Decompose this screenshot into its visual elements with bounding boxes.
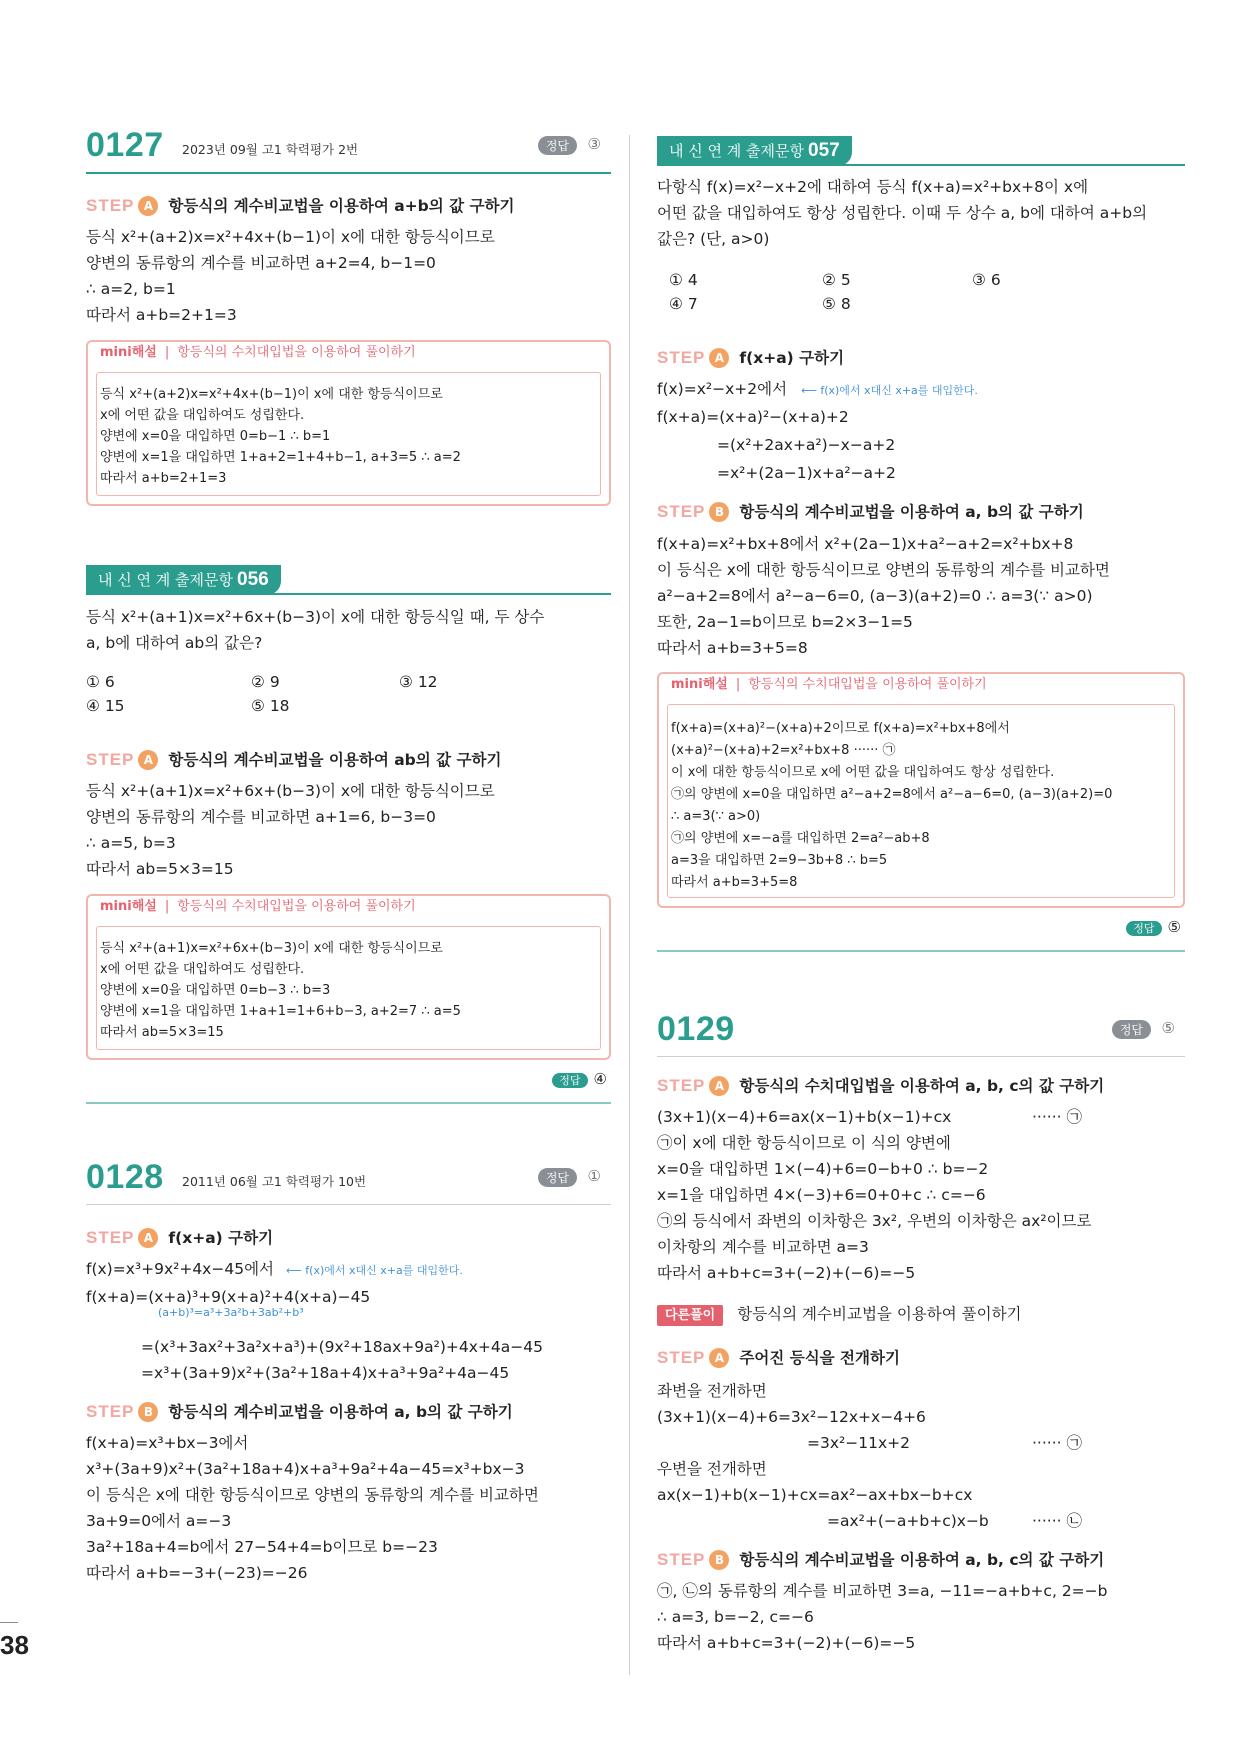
problem-source: 2023년 09월 고1 학력평가 2번: [182, 142, 359, 157]
choice-2[interactable]: ② 9: [251, 673, 280, 691]
problem-header-0129: [657, 1010, 1185, 1056]
solution-line: 3a²+18a+4=b에서 27−54+4=b이므로 b=−23: [86, 1538, 438, 1556]
solution-line: =(x³+3ax²+3a²x+a³)+(9x²+18ax+9a²)+4x+4a−45: [141, 1338, 543, 1356]
mini-explanation-box: [86, 894, 611, 1060]
naesin-header-057: [657, 136, 1185, 170]
solution-line: x³+(3a+9)x²+(3a²+18a+4)x+a³+9a²+4a−45=x³+bx−3: [86, 1460, 525, 1478]
choice-4[interactable]: ④ 15: [86, 697, 125, 715]
problem-header-0127: [86, 126, 611, 172]
choice-1[interactable]: ① 4: [669, 271, 698, 289]
solution-line: =3x²−11x+2: [807, 1434, 910, 1452]
solution-line: 우변을 전개하면: [657, 1460, 767, 1478]
solution-line: 이 등식은 x에 대한 항등식이므로 양변의 동류항의 계수를 비교하면: [86, 1486, 539, 1504]
problem-source: 2011년 06월 고1 학력평가 10번: [182, 1174, 367, 1189]
solution-line: ㉠의 등식에서 좌변의 이차항은 3x², 우변의 이차항은 ax²이므로: [657, 1212, 1092, 1230]
question-line: a, b에 대하여 ab의 값은?: [86, 634, 263, 652]
formula-note: (a+b)³=a³+3a²b+3ab²+b³: [158, 1306, 304, 1319]
equation-mark: ······ ㉡: [1032, 1512, 1082, 1530]
solution-line: 따라서 a+b=3+5=8: [657, 639, 808, 657]
mini-line: x에 어떤 값을 대입하여도 성립한다.: [100, 962, 305, 977]
step-a-heading: STEP A f(x+a) 구하기: [657, 348, 845, 367]
solution-line: 또한, 2a−1=b이므로 b=2×3−1=5: [657, 613, 913, 631]
naesin-label: 내 신 연 계 출제문항 056: [86, 565, 281, 595]
solution-line: f(x+a)=(x+a)²−(x+a)+2: [657, 408, 849, 426]
solution-line: 이차항의 계수를 비교하면 a=3: [657, 1238, 869, 1256]
mini-line: 따라서 ab=5×3=15: [100, 1025, 224, 1040]
solution-line: ∴ a=5, b=3: [86, 834, 176, 852]
solution-line: ∴ a=2, b=1: [86, 280, 176, 298]
answer-line: 정답 ④: [552, 1070, 607, 1088]
solution-line: f(x)=x²−x+2에서 ⟵ f(x)에서 x대신 x+a를 대입한다.: [657, 380, 978, 398]
section-rule: [86, 1102, 611, 1104]
solution-line: =ax²+(−a+b+c)x−b: [827, 1512, 989, 1530]
solution-line: f(x+a)=x³+bx−3에서: [86, 1434, 249, 1452]
mini-line: ∴ a=3(∵ a>0): [671, 809, 761, 824]
problem-number: 0128: [86, 1158, 164, 1196]
mini-line: 등식 x²+(a+1)x=x²+6x+(b−3)이 x에 대한 항등식이므로: [100, 941, 443, 956]
answer-label: 정답: [538, 1168, 577, 1187]
mini-line: 등식 x²+(a+2)x=x²+4x+(b−1)이 x에 대한 항등식이므로: [100, 387, 443, 402]
question-line: 값은? (단, a>0): [657, 230, 770, 248]
solution-line: (3x+1)(x−4)+6=ax(x−1)+b(x−1)+cx: [657, 1108, 952, 1126]
choice-3[interactable]: ③ 6: [972, 271, 1001, 289]
answer-label: 정답: [1112, 1020, 1151, 1039]
solution-line: 이 등식은 x에 대한 항등식이므로 양변의 동류항의 계수를 비교하면: [657, 561, 1110, 579]
step-a-heading: STEP A 항등식의 수치대입법을 이용하여 a, b, c의 값 구하기: [657, 1076, 1105, 1095]
alt-solution-heading: 다른풀이 항등식의 계수비교법을 이용하여 풀이하기: [657, 1303, 1022, 1327]
choice-1[interactable]: ① 6: [86, 673, 115, 691]
solution-line: 3a+9=0에서 a=−3: [86, 1512, 232, 1530]
mini-title: mini해설 | 항등식의 수치대입법을 이용하여 풀이하기: [100, 345, 416, 360]
solution-line: x=0을 대입하면 1×(−4)+6=0−b+0 ∴ b=−2: [657, 1160, 989, 1178]
solution-line: 양변의 동류항의 계수를 비교하면 a+2=4, b−1=0: [86, 254, 436, 272]
step-a-heading: STEP A 항등식의 계수비교법을 이용하여 ab의 값 구하기: [86, 750, 502, 769]
mini-title: mini해설 | 항등식의 수치대입법을 이용하여 풀이하기: [100, 899, 416, 914]
mini-line: 양변에 x=0을 대입하면 0=b−3 ∴ b=3: [100, 983, 331, 998]
answer-line: 정답 ⑤: [1126, 918, 1181, 936]
solution-line: f(x)=x³+9x²+4x−45에서 ⟵ f(x)에서 x대신 x+a를 대입한다.: [86, 1260, 463, 1278]
mini-line: x에 어떤 값을 대입하여도 성립한다.: [100, 408, 305, 423]
column-divider: [629, 135, 630, 1675]
answer-value: ⑤: [1161, 1019, 1175, 1037]
equation-mark: ······ ㉠: [1032, 1434, 1082, 1452]
alt-step-b-heading: STEP B 항등식의 계수비교법을 이용하여 a, b, c의 값 구하기: [657, 1550, 1105, 1569]
mini-line: 양변에 x=1을 대입하면 1+a+2=1+4+b−1, a+3=5 ∴ a=2: [100, 450, 461, 465]
solution-line: =x²+(2a−1)x+a²−a+2: [717, 464, 896, 482]
solution-line: 따라서 a+b+c=3+(−2)+(−6)=−5: [657, 1264, 916, 1282]
problem-number: 0127: [86, 126, 164, 164]
solution-line: 따라서 a+b=2+1=3: [86, 306, 237, 324]
step-a-heading: STEP A 항등식의 계수비교법을 이용하여 a+b의 값 구하기: [86, 196, 515, 215]
step-b-heading: STEP B 항등식의 계수비교법을 이용하여 a, b의 값 구하기: [657, 502, 1084, 521]
solution-line: x=1을 대입하면 4×(−3)+6=0+0+c ∴ c=−6: [657, 1186, 986, 1204]
mini-line: ㉠의 양변에 x=0을 대입하면 a²−a+2=8에서 a²−a−6=0, (a−3)(a+2)=0: [671, 787, 1113, 802]
problem-number: 0129: [657, 1010, 735, 1048]
solution-line: (3x+1)(x−4)+6=3x²−12x+x−4+6: [657, 1408, 926, 1426]
answer-value: ③: [587, 135, 601, 153]
choice-4[interactable]: ④ 7: [669, 295, 698, 313]
naesin-label: 내 신 연 계 출제문항 057: [657, 136, 852, 166]
solution-line: a²−a+2=8에서 a²−a−6=0, (a−3)(a+2)=0 ∴ a=3(∵ a>0): [657, 587, 1093, 605]
choice-5[interactable]: ⑤ 8: [822, 295, 851, 313]
solution-line: ㉠, ㉡의 동류항의 계수를 비교하면 3=a, −11=−a+b+c, 2=−b: [657, 1582, 1108, 1600]
alt-step-a-heading: STEP A 주어진 등식을 전개하기: [657, 1348, 900, 1367]
solution-line: ㉠이 x에 대한 항등식이므로 이 식의 양변에: [657, 1134, 951, 1152]
equation-mark: ······ ㉠: [1032, 1108, 1082, 1126]
mini-line: (x+a)²−(x+a)+2=x²+bx+8 ······ ㉠: [671, 743, 896, 758]
choice-3[interactable]: ③ 12: [399, 673, 438, 691]
mini-explanation-box: [657, 672, 1185, 908]
solution-line: =(x²+2ax+a²)−x−a+2: [717, 436, 896, 454]
solution-line: 등식 x²+(a+2)x=x²+4x+(b−1)이 x에 대한 항등식이므로: [86, 228, 495, 246]
mini-line: 따라서 a+b=2+1=3: [100, 471, 227, 486]
mini-line: ㉠의 양변에 x=−a를 대입하면 2=a²−ab+8: [671, 831, 930, 846]
answer-label: 정답: [538, 136, 577, 155]
question-line: 등식 x²+(a+1)x=x²+6x+(b−3)이 x에 대한 항등식일 때, 두 상수: [86, 608, 545, 626]
mini-line: 양변에 x=0을 대입하면 0=b−1 ∴ b=1: [100, 429, 331, 444]
page-number: 38: [0, 1630, 29, 1660]
solution-line: f(x+a)=x²+bx+8에서 x²+(2a−1)x+a²−a+2=x²+bx+8: [657, 535, 1074, 553]
mini-line: 따라서 a+b=3+5=8: [671, 875, 798, 890]
solution-line: =x³+(3a+9)x²+(3a²+18a+4)x+a³+9a²+4a−45: [141, 1364, 510, 1382]
solution-line: ∴ a=3, b=−2, c=−6: [657, 1608, 814, 1626]
choice-5[interactable]: ⑤ 18: [251, 697, 290, 715]
choice-2[interactable]: ② 5: [822, 271, 851, 289]
solution-line: ax(x−1)+b(x−1)+cx=ax²−ax+bx−b+cx: [657, 1486, 973, 1504]
step-a-heading: STEP A f(x+a) 구하기: [86, 1228, 274, 1247]
mini-line: a=3을 대입하면 2=9−3b+8 ∴ b=5: [671, 853, 888, 868]
mini-explanation-box: [86, 340, 611, 506]
mini-title: mini해설 | 항등식의 수치대입법을 이용하여 풀이하기: [671, 677, 987, 692]
solution-line: 따라서 a+b=−3+(−23)=−26: [86, 1564, 308, 1582]
answer-value: ①: [587, 1167, 601, 1185]
mini-line: f(x+a)=(x+a)²−(x+a)+2이므로 f(x+a)=x²+bx+8에서: [671, 721, 1010, 736]
solution-line: 따라서 ab=5×3=15: [86, 860, 234, 878]
solution-line: f(x+a)=(x+a)³+9(x+a)²+4(x+a)−45: [86, 1288, 371, 1306]
question-line: 다항식 f(x)=x²−x+2에 대하여 등식 f(x+a)=x²+bx+8이 x에: [657, 178, 1089, 196]
solution-line: 등식 x²+(a+1)x=x²+6x+(b−3)이 x에 대한 항등식이므로: [86, 782, 495, 800]
solution-line: 좌변을 전개하면: [657, 1382, 767, 1400]
section-rule: [657, 950, 1185, 952]
solution-line: 양변의 동류항의 계수를 비교하면 a+1=6, b−3=0: [86, 808, 436, 826]
solution-line: 따라서 a+b+c=3+(−2)+(−6)=−5: [657, 1634, 916, 1652]
step-b-heading: STEP B 항등식의 계수비교법을 이용하여 a, b의 값 구하기: [86, 1402, 513, 1421]
mini-line: 양변에 x=1을 대입하면 1+a+1=1+6+b−3, a+2=7 ∴ a=5: [100, 1004, 461, 1019]
naesin-header-056: [86, 565, 611, 599]
mini-line: 이 x에 대한 항등식이므로 x에 어떤 값을 대입하여도 항상 성립한다.: [671, 765, 1055, 780]
header-rule: [86, 172, 611, 174]
question-line: 어떤 값을 대입하여도 항상 성립한다. 이때 두 상수 a, b에 대하여 a+b의: [657, 204, 1148, 222]
problem-header-0128: [86, 1158, 611, 1204]
page-number-rule: [0, 1622, 18, 1623]
